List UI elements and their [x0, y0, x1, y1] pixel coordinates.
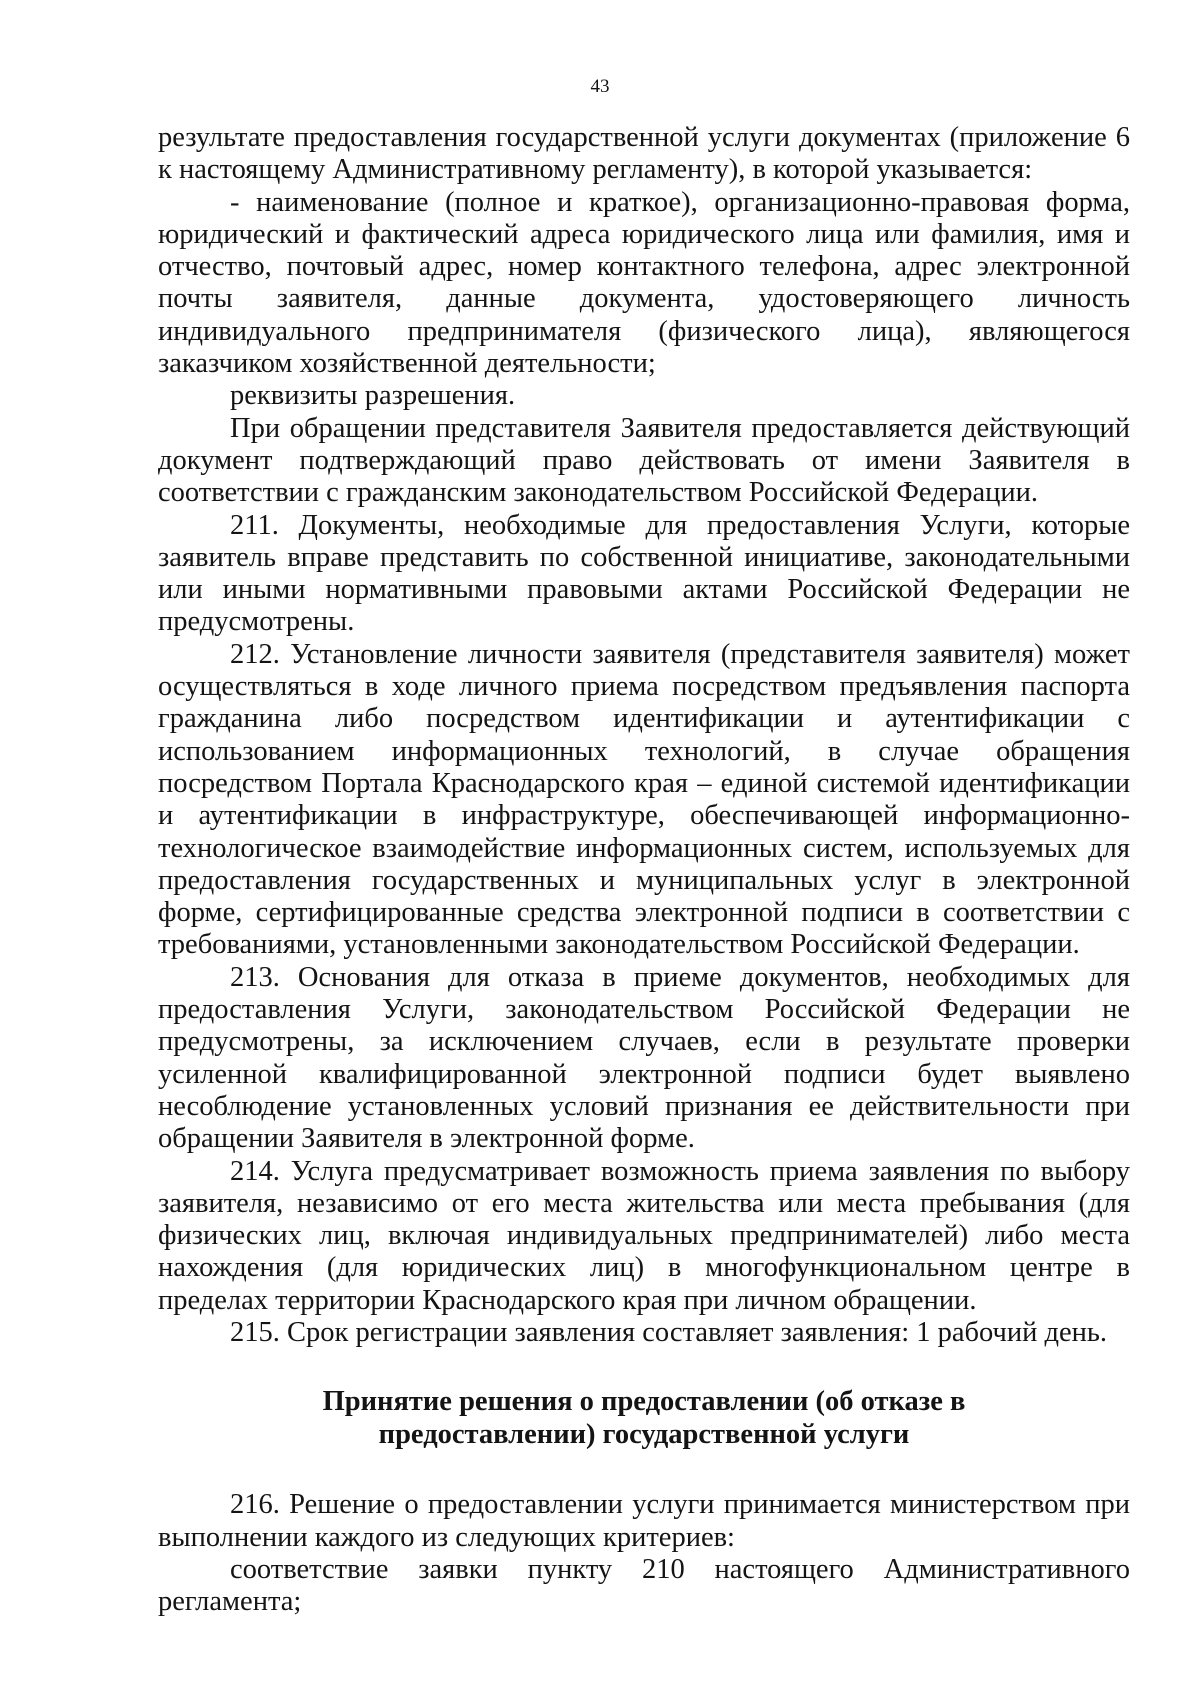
paragraph-criterion-1: соответствие заявки пункту 210 настоящего Административного регламента;: [158, 1553, 1130, 1618]
paragraph-211: 211. Документы, необходимые для предоставления Услуги, которые заявитель вправе представить по собственной инициативе, законодательными или иными нормативными правовыми актами Российской Федерации не предусмотрены.: [158, 509, 1130, 638]
paragraph-216: 216. Решение о предоставлении услуги принимается министерством при выполнении каждого из следующих критериев:: [158, 1489, 1130, 1553]
section-heading-line-2: предоставлении) государственной услуги: [378, 1419, 910, 1451]
paragraph-215: 215. Срок регистрации заявления составляет заявления: 1 рабочий день.: [230, 1316, 1108, 1348]
page-number: 43: [590, 76, 610, 97]
document-body: [158, 122, 1130, 1618]
paragraph-applicant-details: - наименование (полное и краткое), организационно-правовая форма, юридический и фактический адреса юридического лица или фамилия, имя и отчество, почтовый адрес, номер контактного телефона, адрес электронной почты заявителя, данные документа, удостоверяющего личность индивидуального предпринимателя (физического лица), являющегося заказчиком хозяйственной деятельности;: [158, 186, 1130, 380]
paragraph-213: 213. Основания для отказа в приеме документов, необходимых для предоставления Услуги, законодательством Российской Федерации не предусмотрены, за исключением случаев, если в результате проверки усиленной квалифицированной электронной подписи будет выявлено несоблюдение установленных условий признания ее действительности при обращении Заявителя в электронной форме.: [158, 961, 1130, 1155]
paragraph-permit-details: реквизиты разрешения.: [230, 380, 516, 412]
section-heading: [158, 1385, 1130, 1451]
paragraph-continuation: результате предоставления государственной услуги документах (приложение 6 к настоящему Административному регламенту), в которой указывается:: [158, 122, 1130, 186]
paragraph-representative: При обращении представителя Заявителя предоставляется действующий документ подтверждающий право действовать от имени Заявителя в соответствии с гражданским законодательством Российской Федерации.: [158, 412, 1130, 509]
paragraph-214: 214. Услуга предусматривает возможность приема заявления по выбору заявителя, независимо от его места жительства или места пребывания (для физических лиц, включая индивидуальных предпринимателей) либо места нахождения (для юридических лиц) в многофункциональном центре в пределах территории Краснодарского края при личном обращении.: [158, 1155, 1130, 1316]
section-heading-line-1: Принятие решения о предоставлении (об отказе в: [322, 1386, 966, 1418]
paragraph-212: 212. Установление личности заявителя (представителя заявителя) может осуществляться в ходе личного приема посредством предъявления паспорта гражданина либо посредством идентификации и аутентификации с использованием информационных технологий, в случае обращения посредством Портала Краснодарского края – единой системой идентификации и аутентификации в инфраструктуре, обеспечивающей информационно-технологическое взаимодействие информационных систем, используемых для предоставления государственных и муниципальных услуг в электронной форме, сертифицированные средства электронной подписи в соответствии с требованиями, установленными законодательством Российской Федерации.: [158, 638, 1130, 961]
